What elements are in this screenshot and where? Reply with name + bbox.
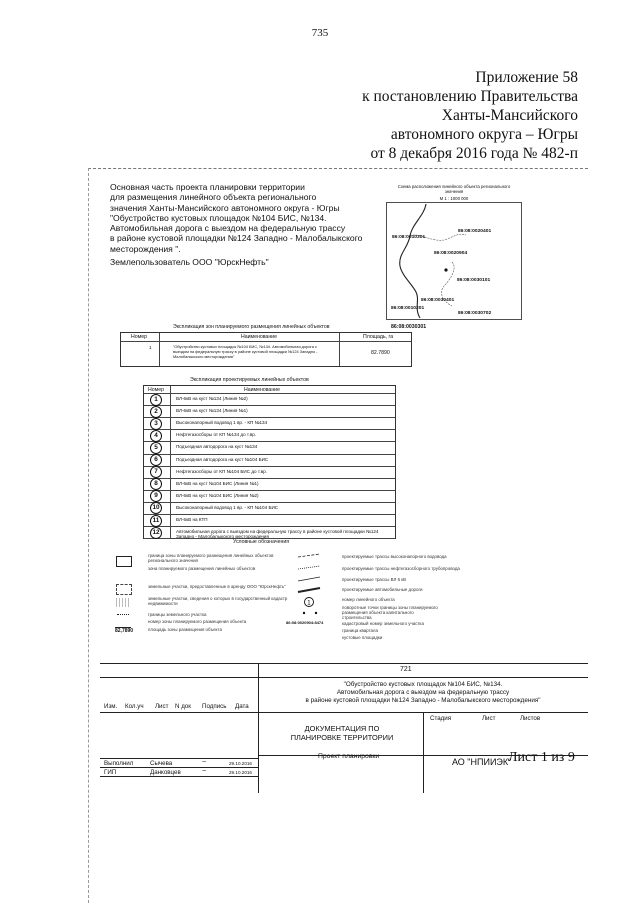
person-date: 29.10.2016 <box>229 761 252 766</box>
turn-point-symbol <box>315 612 317 614</box>
oil-pipe-symbol <box>298 566 320 569</box>
stamp-object <box>262 681 584 705</box>
legend-left-item: площадь зоны размещения объекта <box>148 627 222 632</box>
signature-mark: ~ <box>202 768 207 775</box>
legend-left-item: зона планируемого размещения линейных объектов <box>148 566 256 571</box>
zones-col-number: Номер <box>131 334 147 340</box>
legend-left-item: земельные участки, сведения о которых в государственный кадастр недвижимости <box>148 596 288 606</box>
appendix-line: автономного округа – Югры <box>390 126 578 143</box>
legend-right-item: поворотные точки границы зоны планируемого размещения объекта капитального строительства <box>342 605 438 620</box>
stamp-vline <box>423 712 424 793</box>
objects-col-number: Номер <box>148 387 164 393</box>
stamp-vline <box>258 663 259 793</box>
objects-row-divider <box>144 441 395 442</box>
water-pipe-symbol <box>298 554 320 557</box>
organization: АО "НПИИЭК" <box>452 757 512 767</box>
object-number-badge: 1 <box>150 394 162 406</box>
zones-map-label: 86:08:0030301 <box>391 324 427 330</box>
object-number-badge: 6 <box>150 454 162 466</box>
object-number-badge: 5 <box>150 442 162 454</box>
legend-right-item: проектируемые трассы нефтегазосборного трубопровода <box>342 566 460 571</box>
objects-row-divider <box>144 454 395 455</box>
object-name: ВЛ-6кВ на куст №104 БИС (Линия №2) <box>176 492 259 498</box>
stage-col: Стадия <box>430 715 452 722</box>
appendix-line: Приложение 58 <box>475 69 578 86</box>
object-number-badge: 11 <box>150 515 162 527</box>
legend-right-item: проектируемые трассы высоконапорного водовода <box>342 554 447 559</box>
project-title-line: месторождения ". <box>110 243 181 254</box>
object-name: Высоконапорный водовод 1 вр. - КП №104 БИС <box>176 504 279 510</box>
object-name: Нефтегазосборы от КП №134 до т.вр. <box>176 432 257 438</box>
objects-row-divider <box>144 466 395 467</box>
zones-col-name: Наименование <box>241 334 277 340</box>
map-label: 86:08:0010301 <box>392 235 426 240</box>
legend-right-item: проектируемые трассы ВЛ 6 кВ <box>342 577 407 582</box>
map-label: 86:08:0020904 <box>434 251 468 256</box>
object-number-badge: 12 <box>150 527 162 539</box>
rev-col: Дата <box>235 703 249 710</box>
power-line-symbol <box>298 577 320 581</box>
rev-col: Лист <box>155 703 169 710</box>
map-label: 86:08:0030101 <box>457 278 491 283</box>
object-name: ВЛ-6кВ на КТП <box>176 517 208 522</box>
objects-table-caption: Экспликация проектируемых линейных объектов <box>190 377 309 383</box>
project-title-line: "Обустройство кустовых площадок №104 БИС, №134. <box>110 212 327 223</box>
zones-row-name: "Обустройство кустовых площадок №104 БИС, №134. Автомобильная дорога с выездом на федеральную трассу в районе кустовой площадки №124 Западно - Малобалыкского месторождения" <box>173 344 318 359</box>
object-name: ВЛ-6кВ на куст №104 БИС (Линия №1) <box>176 480 259 486</box>
legend-left-item: границы земельного участка <box>148 612 207 617</box>
legend-boundary-mark <box>117 614 129 615</box>
object-name: Автомобильная дорога с выездом на федеральную трассу в районе кустовой площадки №124 Западно - Малобалыкского месторождения <box>176 529 379 540</box>
object-number-badge: 7 <box>150 466 162 478</box>
map-label: 86:08:0030401 <box>421 298 455 303</box>
map-title: Схема расположения линейного объекта регионального значения <box>397 184 511 194</box>
objects-row-divider <box>144 514 395 515</box>
stamp-line <box>100 758 258 759</box>
signature-mark: ~ <box>202 759 207 766</box>
objects-row-divider <box>144 417 395 418</box>
stage-col: Лист <box>482 715 496 722</box>
stage-col: Листов <box>520 715 541 722</box>
object-name: Подъездная автодорога на куст №134 <box>176 444 258 450</box>
object-number-badge: 4 <box>150 430 162 442</box>
object-number-badge: 10 <box>150 502 162 514</box>
legend-cadastre-box <box>116 598 130 607</box>
stamp-top-line <box>100 663 588 664</box>
object-number-badge: 3 <box>150 418 162 430</box>
objects-row-divider <box>144 478 395 479</box>
object-point <box>444 268 447 271</box>
doc-title-line: ПЛАНИРОВКЕ ТЕРРИТОРИИ <box>290 733 394 742</box>
objects-row-divider <box>144 405 395 406</box>
zones-col-divider <box>159 333 160 366</box>
legend-left-item: граница зоны планируемого размещения линейных объектов регионального значения <box>148 553 274 563</box>
objects-table <box>143 385 396 539</box>
rev-col: N док <box>175 703 191 710</box>
object-number-sample: 1 <box>307 600 311 607</box>
stamp-object-line: "Обустройство кустовых площадок №104 БИС, №134. <box>343 681 503 688</box>
map-label: 86:08:0030702 <box>458 311 492 316</box>
objects-col-name: Наименование <box>244 387 280 393</box>
doc-title <box>262 724 422 742</box>
page-number: 735 <box>311 27 329 39</box>
appendix-heading <box>362 68 578 163</box>
zones-table-caption: Экспликация зон планируемого размещения линейных объектов <box>173 324 330 330</box>
legend-title: Условные обозначения <box>233 539 290 545</box>
project-title-line: значения Ханты-Мансийского автономного округа - Югры <box>110 202 340 213</box>
frame-left-line <box>88 168 89 903</box>
legend-right-item: номер линейного объекта <box>342 597 395 602</box>
legend-left-item: номер зоны планируемого размещения объекта <box>148 619 247 624</box>
map-label: 86:08:0010201 <box>391 306 425 311</box>
person-name: Данковцев <box>150 769 181 776</box>
project-title-line: Автомобильная дорога с выездом на федеральную трассу <box>110 223 346 234</box>
section-name: Проект планировки <box>318 753 380 760</box>
object-name: Подъездная автодорога на куст №104 БИС <box>176 456 269 462</box>
legend-cadastre-sample: 86:08:0020904:8474 <box>286 620 324 625</box>
road-symbol <box>298 588 320 592</box>
project-title-line: в районе кустовой площадки №124 Западно - Малобалыкского <box>110 233 363 244</box>
legend-lease-box <box>116 584 132 595</box>
legend-area-sample: 82,7890 <box>115 628 134 634</box>
land-user: Землепользователь ООО "ЮрскНефть" <box>110 257 269 268</box>
person-role: ГИП <box>104 769 117 776</box>
legend-left-item: земельные участки, предоставленные в аренду ООО "ЮрскНефть" <box>148 584 286 589</box>
zones-table <box>120 332 412 367</box>
objects-row-divider <box>144 490 395 491</box>
appendix-line: от 8 декабря 2016 года № 482-п <box>370 145 578 162</box>
objects-row-divider <box>144 502 395 503</box>
stamp-line <box>100 712 588 713</box>
legend-right-item: проектируемые автомобильные дороги <box>342 587 423 592</box>
frame-top-line <box>88 168 588 169</box>
rev-col: Кол.уч <box>125 703 144 710</box>
zones-row-number: 1 <box>149 345 152 350</box>
stamp-code: 721 <box>400 666 412 673</box>
stamp-line <box>100 677 588 678</box>
zones-row-area: 82.7890 <box>371 350 390 356</box>
stamp-line <box>100 776 258 777</box>
appendix-line: к постановлению Правительства <box>362 88 578 105</box>
sheet-number: Лист 1 из 9 <box>508 750 575 765</box>
object-name: ВЛ-6кВ на куст №134 (Линия №1) <box>176 408 248 414</box>
doc-title-line: ДОКУМЕНТАЦИЯ ПО <box>304 724 380 733</box>
stamp-line <box>100 767 258 768</box>
objects-row-divider <box>144 429 395 430</box>
objects-row-divider <box>144 526 395 527</box>
person-name: Сычева <box>150 760 173 767</box>
rev-col: Подпись <box>202 703 227 710</box>
turn-point-symbol <box>303 612 305 614</box>
stamp-object-line: Автомобильная дорога с выездом на федеральную трассу <box>336 689 510 696</box>
legend-right-item: граница квартала <box>342 628 378 633</box>
object-number-badge: 9 <box>150 490 162 502</box>
object-number-badge: 2 <box>150 406 162 418</box>
map-label: 86:08:0020401 <box>458 229 492 234</box>
object-name: ВЛ-6кВ на куст №134 (Линия №2) <box>176 396 248 401</box>
object-name: Нефтегазосборы от КП №104 БИС до т.вр. <box>176 468 267 474</box>
legend-right-item: кадастровый номер земельного участка <box>342 621 424 626</box>
project-title-line: Основная часть проекта планировки территории <box>110 182 305 192</box>
zones-col-area: Площадь, га <box>363 334 394 340</box>
legend-right-symbols <box>296 550 324 630</box>
legend-zone-box <box>116 556 132 567</box>
appendix-line: Ханты-Мансийского <box>441 107 578 124</box>
person-date: 29.10.2016 <box>229 770 252 775</box>
zones-col-divider <box>339 333 340 366</box>
project-title-line: для размещения линейного объекта регионального <box>110 192 317 203</box>
rev-col: Изм. <box>104 703 118 710</box>
map-scale: М 1 : 1000 000 <box>439 196 469 201</box>
legend-right-item: кустовые площадки <box>342 635 383 640</box>
stamp-object-line: в районе кустовой площадки №124 Западно - Малобалыкского месторождения" <box>305 697 541 704</box>
object-number-badge: 8 <box>150 478 162 490</box>
object-name: Высоконапорный водовод 1 вр. - КП №134 <box>176 420 268 426</box>
project-title <box>110 182 395 267</box>
objects-col-divider <box>170 386 171 538</box>
person-role: Выполнил <box>104 760 134 767</box>
